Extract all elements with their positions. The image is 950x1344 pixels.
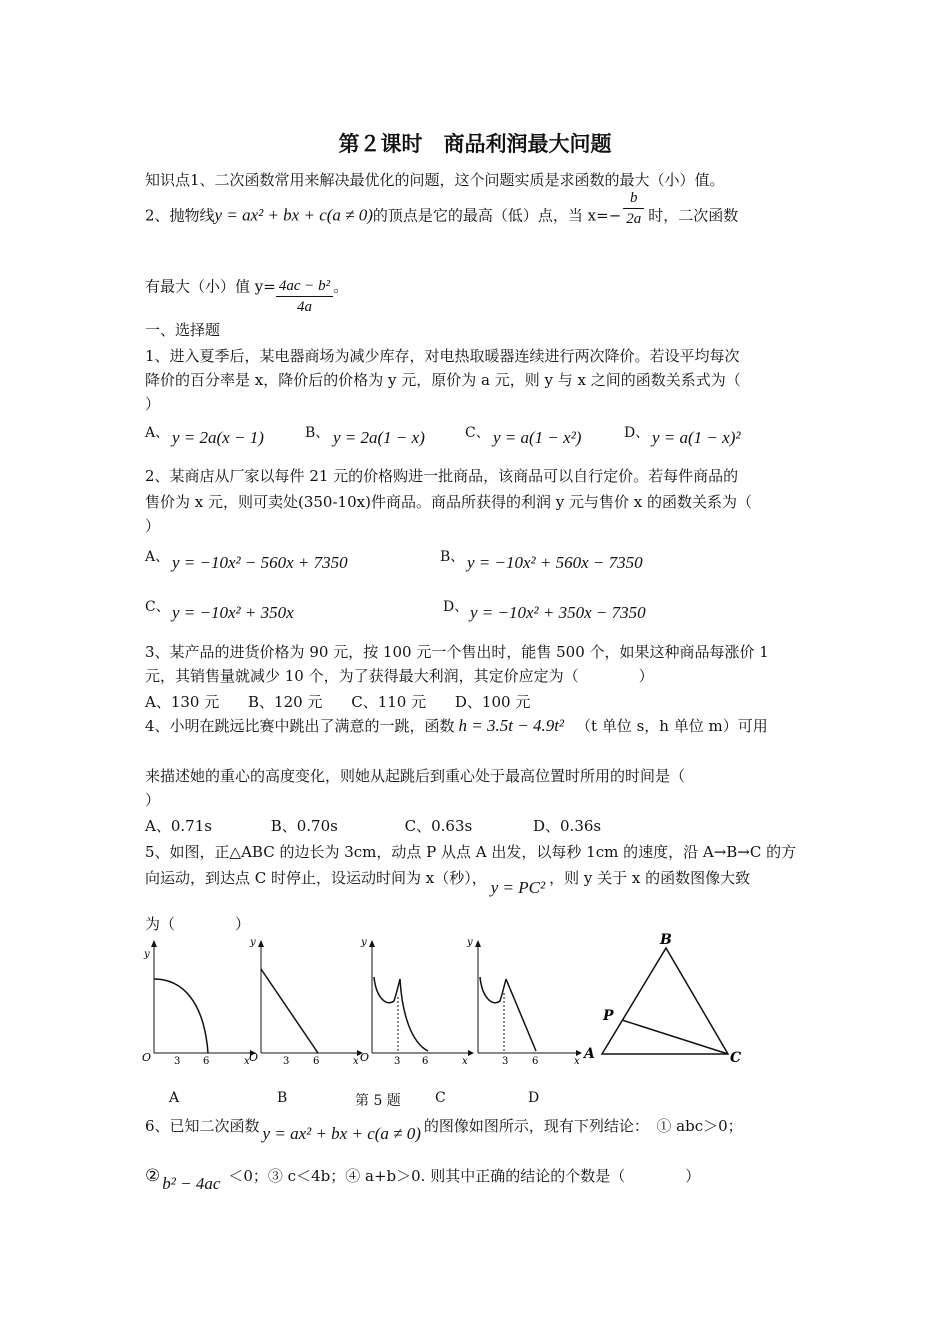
triangle-label-p: P [603, 1008, 614, 1024]
graph-a-y-label: y [144, 949, 150, 960]
q1-option-c: y = a(1 − x²) [493, 428, 582, 447]
q1-option-b: y = 2a(1 − x) [333, 428, 425, 447]
q1-line3: ） [145, 395, 161, 413]
q4-option-a: A、0.71s [145, 817, 212, 835]
graph-a-tick-3: 3 [174, 1056, 181, 1065]
q4-options [145, 816, 601, 836]
graph-c [356, 935, 476, 1065]
graph-a [138, 935, 258, 1065]
q1-option-d-label: D、 [624, 425, 650, 441]
q1-option-c-label: C、 [465, 425, 490, 441]
q2-option-c: y = −10x² + 350x [172, 603, 294, 622]
q1-option-a-label: A、 [145, 425, 170, 441]
graph-d-y-label: y [467, 937, 473, 948]
graph-c-origin: O [360, 1051, 370, 1064]
q3-option-c: C、110 元 [351, 693, 427, 711]
triangle-label-c: C [730, 1050, 742, 1066]
graph-d-tick-3: 3 [502, 1056, 509, 1065]
q4-line1: 4、小明在跳远比赛中跳出了满意的一跳，函数 h = 3.5t − 4.9t² （t 单位 s，h 单位 m）可用 [145, 716, 768, 735]
graph-c-tick-3: 3 [394, 1056, 401, 1065]
q1-option-a: y = 2a(x − 1) [172, 428, 264, 447]
graph-a-origin: O [142, 1051, 152, 1064]
q6-formula: y = ax² + bx + c(a ≠ 0) [262, 1124, 421, 1143]
caption-b: B [277, 1090, 288, 1106]
parabola-formula: y = ax² + bx + c(a ≠ 0) [214, 205, 373, 225]
vertex-x-fraction: $\frac{b}{2a}$ [623, 188, 644, 229]
graph-d [462, 935, 586, 1065]
vertex-y-fraction: $\frac{\text{4ac − b²}}{4a}$ [276, 276, 333, 317]
q3-line1: 3、某产品的进货价格为 90 元，按 100 元一个售出时，能售 500 个，如果这种商品每涨价 1 [145, 643, 769, 661]
graph-c-x-label: x [462, 1056, 468, 1065]
q4-option-b: B、0.70s [270, 817, 338, 835]
graph-d-tick-6: 6 [532, 1056, 539, 1065]
q1-option-d: y = a(1 − x)² [652, 428, 741, 447]
q3-option-d: D、100 元 [454, 693, 531, 711]
q2-option-d-label: D、 [443, 599, 469, 615]
q1-option-b-label: B、 [305, 425, 330, 441]
q5-line3: 为（ ） [145, 915, 251, 933]
caption-figure: 第 5 题 [355, 1093, 401, 1109]
q6-line1: 6、已知二次函数 y = ax² + bx + c(a ≠ 0) 的图像如图所示，现有下列结论： ① abc＞0； [145, 1117, 743, 1143]
q2-line1: 2、某商店从厂家以每件 21 元的价格购进一批商品，该商品可以自行定价。若每件商品的 [145, 467, 739, 485]
knowledge-point-2: 2、抛物线y = ax² + bx + c(a ≠ 0)的顶点是它的最高（低）点，当 x=− $\frac{b}{2a}$ 时，二次函数 [145, 190, 739, 227]
q5-line1: 5、如图，正△ABC 的边长为 3cm，动点 P 从点 A 出发，以每秒 1cm 的速度，沿 A→B→C 的方 [145, 843, 797, 861]
q2-option-c-label: C、 [145, 599, 170, 615]
q2-option-a-label: A、 [145, 549, 170, 565]
q3-line2: 元，其销售量就减少 10 个，为了获得最大利润，其定价应定为（ ） [145, 667, 654, 685]
caption-c: C [435, 1090, 446, 1106]
triangle-label-b: B [660, 932, 672, 948]
q2-option-b-label: B、 [440, 549, 465, 565]
q5-line2: 向运动，到达点 C 时停止，设运动时间为 x（秒）， y = PC² ，则 y 关于 x 的函数图像大致 [145, 869, 751, 897]
graph-d-x-label: x [574, 1056, 580, 1065]
q2-line2: 售价为 x 元，则可卖处(350-10x)件商品。商品所获得的利润 y 元与售价 x 的函数关系为（ [145, 493, 752, 511]
q4-option-c: C、0.63s [404, 817, 473, 835]
triangle-label-a: A [584, 1046, 595, 1062]
q2-line3: ） [145, 517, 161, 535]
q4-line2: 来描述她的重心的高度变化，则她从起跳后到重心处于最高位置时所用的时间是（ [145, 767, 686, 785]
q2-option-b: y = −10x² + 560x − 7350 [467, 553, 643, 572]
q3-option-a: A、130 元 [145, 693, 220, 711]
knowledge-point-1: 知识点1、二次函数常用来解决最优化的问题，这个问题实质是求函数的最大（小）值。 [145, 171, 725, 189]
q5-formula: y = PC² [490, 878, 546, 897]
graph-a-tick-6: 6 [203, 1056, 210, 1065]
q4-option-d: D、0.36s [532, 817, 602, 835]
caption-a: A [169, 1090, 180, 1106]
q3-option-b: B、120 元 [248, 693, 323, 711]
caption-d: D [528, 1090, 540, 1106]
q4-formula: h = 3.5t − 4.9t² [458, 716, 565, 735]
q3-options [145, 692, 530, 712]
q4-line3: ） [145, 791, 161, 809]
graph-b-tick-6: 6 [313, 1056, 320, 1065]
q6-line2: ② b² − 4ac ＜0；③ c＜4b；④ a+b＞0. 则其中正确的结论的个数是（ ） [145, 1166, 701, 1193]
section-title: 一、选择题 [145, 321, 221, 339]
knowledge-point-2-cont: 有最大（小）值 y= $\frac{\text{4ac − b²}}{4a}$ 。 [145, 277, 349, 315]
q2-option-d: y = −10x² + 350x − 7350 [470, 603, 646, 622]
graph-b [245, 935, 365, 1065]
triangle-abc-figure [580, 930, 750, 1070]
graph-c-tick-6: 6 [422, 1056, 429, 1065]
q6-discriminant: b² − 4ac [162, 1174, 221, 1193]
q1-line1: 1、进入夏季后，某电器商场为减少库存，对电热取暖器连续进行两次降价。若设平均每次 [145, 347, 740, 365]
graph-b-y-label: y [250, 937, 256, 948]
page-title: 第２课时 商品利润最大问题 [338, 132, 612, 156]
q2-option-a: y = −10x² − 560x + 7350 [172, 553, 348, 572]
graph-b-origin: O [249, 1051, 259, 1064]
q1-line2: 降价的百分率是 x，降价后的价格为 y 元，原价为 a 元，则 y 与 x 之间的函数关系式为（ [145, 371, 741, 389]
graph-c-y-label: y [361, 937, 367, 948]
graph-b-x-label: x [353, 1056, 359, 1065]
graph-b-tick-3: 3 [283, 1056, 290, 1065]
graph-a-x-label: x [244, 1056, 250, 1065]
